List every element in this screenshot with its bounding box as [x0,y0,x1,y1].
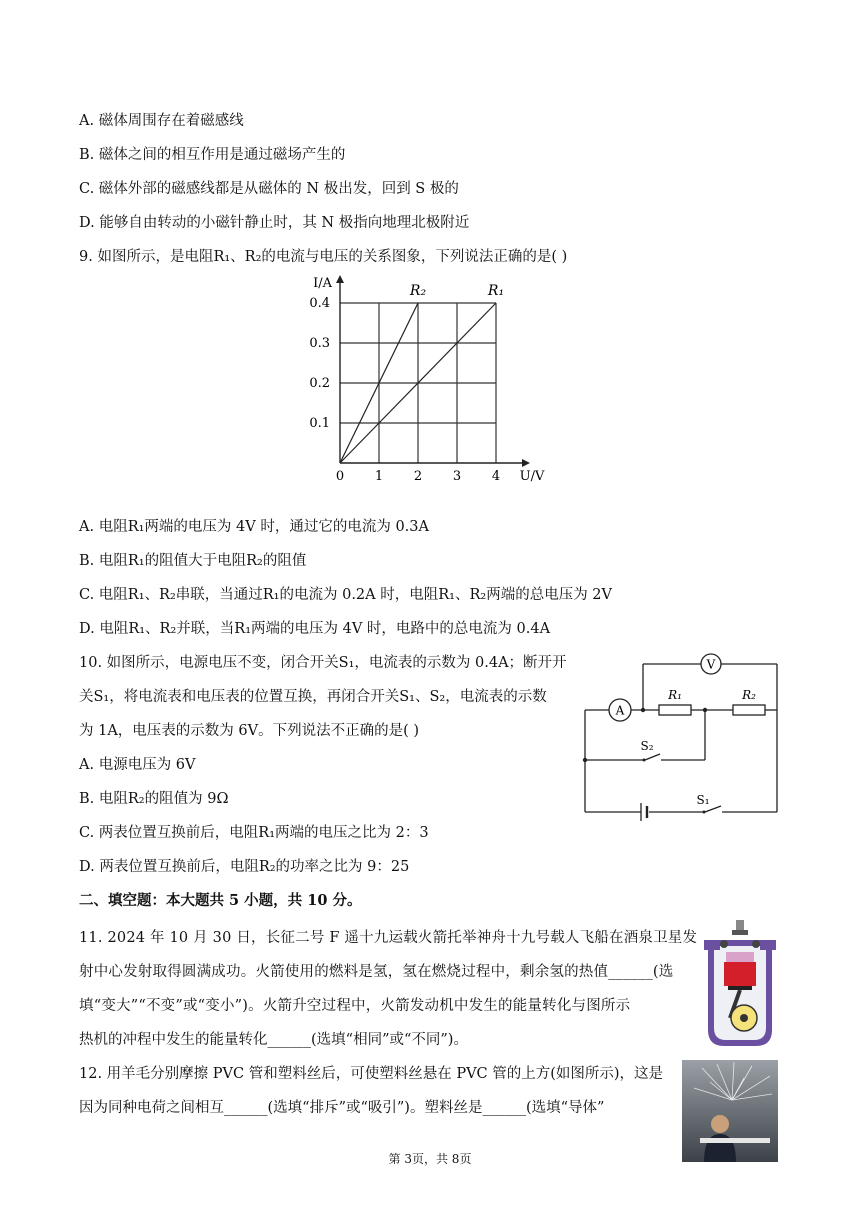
q10-stem-line-3: 为 1A，电压表的示数为 6V。下列说法不正确的是( ) [79,723,420,739]
x-axis-arrow [522,459,530,467]
ammeter-label: A [615,703,625,718]
x-tick-label: 3 [452,469,462,484]
circuit-diagram [575,652,790,832]
series-label-2: R₁ [487,283,505,299]
q8-option-c: C. 磁体外部的磁感线都是从磁体的 N 极出发，回到 S 极的 [79,181,459,197]
q10-option-c: C. 两表位置互换前后，电阻R₁两端的电压之比为 2：3 [79,825,429,841]
x-tick-label: 0 [335,469,345,484]
r1-label: R₁ [668,688,682,702]
q9-option-d: D. 电阻R₁、R₂并联，当R₁两端的电压为 4V 时，电路中的总电流为 0.4A [79,621,551,637]
q12-line-2: 因为同种电荷之间相互______(选填“排斥”或“吸引”)。塑料丝是______(选填“导体” [79,1100,605,1116]
q11-line-2: 射中心发射取得圆满成功。火箭使用的燃料是氢，氢在燃烧过程中，剩余氢的热值______(选 [79,964,674,980]
chart-axes [336,275,530,467]
s2-label: S₂ [640,739,654,753]
y-axis-arrow [336,275,344,283]
q9-stem: 9. 如图所示，是电阻R₁、R₂的电流与电压的关系图象，下列说法正确的是( ) [79,249,568,265]
y-tick-label: 0.1 [309,416,330,431]
x-axis-label: U/V [519,469,545,484]
q10-option-a: A. 电源电压为 6V [79,757,196,773]
iv-chart [300,270,560,490]
series-label-1: R₂ [409,283,427,299]
s1-label: S₁ [696,793,710,807]
x-tick-label: 2 [413,469,423,484]
pvc-experiment-photo [682,1060,778,1162]
q10-option-b: B. 电阻R₂的阻值为 9Ω [79,791,229,807]
q12-line-1: 12. 用羊毛分别摩擦 PVC 管和塑料丝后，可使塑料丝悬在 PVC 管的上方(如图所示)，这是 [79,1066,664,1082]
x-tick-label: 1 [374,469,384,484]
q9-option-c: C. 电阻R₁、R₂串联，当通过R₁的电流为 0.2A 时，电阻R₁、R₂两端的总电压为 2V [79,587,613,603]
voltmeter-label: V [706,657,716,672]
y-tick-label: 0.2 [309,376,330,391]
q8-option-a: A. 磁体周围存在着磁感线 [79,113,244,129]
page-footer: 第 3页，共 8页 [388,1152,472,1166]
y-axis-label: I/A [313,276,332,291]
q9-option-b: B. 电阻R₁的阻值大于电阻R₂的阻值 [79,553,307,569]
q10-stem-line-1: 10. 如图所示，电源电压不变，闭合开关S₁，电流表的示数为 0.4A；断开开 [79,655,567,671]
y-tick-label: 0.4 [309,296,330,311]
q9-option-a: A. 电阻R₁两端的电压为 4V 时，通过它的电流为 0.3A [79,519,429,535]
q11-line-1: 11. 2024 年 10 月 30 日，长征二号 F 遥十九运载火箭托举神舟十九号载人飞船在酒泉卫星发 [79,930,698,946]
x-tick-label: 4 [491,469,501,484]
q10-option-d: D. 两表位置互换前后，电阻R₂的功率之比为 9：25 [79,859,410,875]
y-tick-label: 0.3 [309,336,330,351]
section-2-title: 二、填空题：本大题共 5 小题，共 10 分。 [79,892,362,909]
q11-line-3: 填“变大”“不变”或“变小”)。火箭升空过程中，火箭发动机中发生的能量转化与图所示 [79,998,631,1014]
q8-option-b: B. 磁体之间的相互作用是通过磁场产生的 [79,147,346,163]
q11-line-4: 热机的冲程中发生的能量转化______(选填“相同”或“不同”)。 [79,1032,468,1048]
heat-engine-image [700,918,780,1050]
r2-label: R₂ [742,688,756,702]
q8-option-d: D. 能够自由转动的小磁针静止时，其 N 极指向地理北极附近 [79,215,470,231]
q10-stem-line-2: 关S₁，将电流表和电压表的位置互换，再闭合开关S₁、S₂，电流表的示数 [79,689,547,705]
